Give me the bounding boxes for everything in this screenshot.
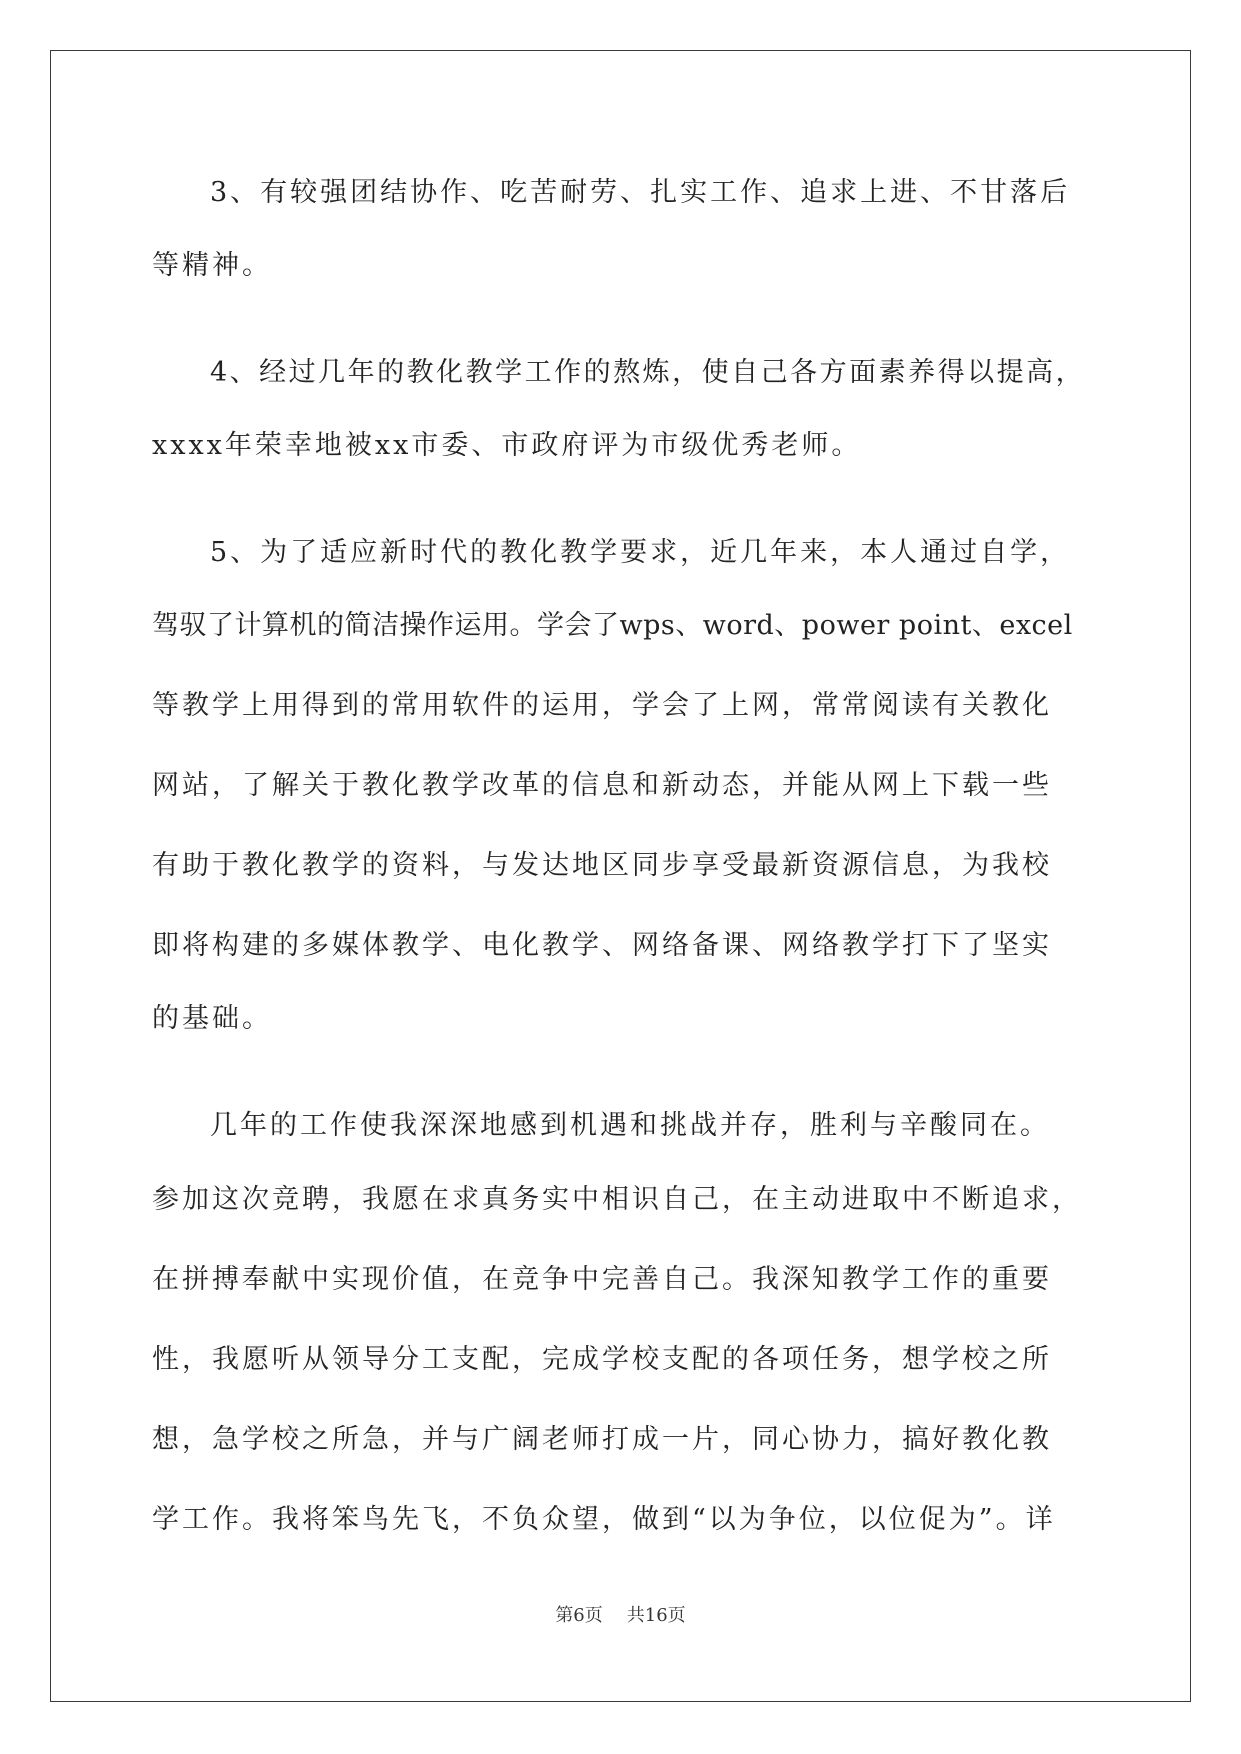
paragraph-line: 几年的工作使我深深地感到机遇和挑战并存，胜利与辛酸同在。 <box>210 1110 1050 1141</box>
paragraph-line: 等教学上用得到的常用软件的运用，学会了上网，常常阅读有关教化 <box>152 690 1052 721</box>
page-footer <box>0 1604 1241 1628</box>
paragraph-line: 在拼搏奉献中实现价值，在竞争中完善自己。我深知教学工作的重要 <box>152 1264 1052 1295</box>
paragraph-line: 3、有较强团结协作、吃苦耐劳、扎实工作、追求上进、不甘落后 <box>210 177 1071 208</box>
paragraph-line: xxxx年荣幸地被xx市委、市政府评为市级优秀老师。 <box>152 430 862 461</box>
paragraph-line: 参加这次竞聘，我愿在求真务实中相识自己，在主动进取中不断追求， <box>152 1184 1082 1215</box>
page-number: 第6页 <box>555 1605 603 1626</box>
paragraph-line: 驾驭了计算机的简洁操作运用。学会了wps、word、power point、excel <box>152 610 1073 641</box>
paragraph-line: 学工作。我将笨鸟先飞，不负众望，做到“以为争位，以位促为”。详 <box>152 1504 1056 1535</box>
paragraph-line: 等精神。 <box>152 250 272 281</box>
paragraph-line: 想，急学校之所急，并与广阔老师打成一片，同心协力，搞好教化教 <box>152 1424 1052 1455</box>
paragraph-line: 性，我愿听从领导分工支配，完成学校支配的各项任务，想学校之所 <box>152 1344 1052 1375</box>
paragraph-line: 有助于教化教学的资料，与发达地区同步享受最新资源信息，为我校 <box>152 850 1052 881</box>
page-total: 共16页 <box>626 1605 686 1626</box>
paragraph-line: 网站，了解关于教化教学改革的信息和新动态，并能从网上下载一些 <box>152 770 1052 801</box>
paragraph-line: 5、为了适应新时代的教化教学要求，近几年来，本人通过自学， <box>210 537 1071 568</box>
paragraph-line: 即将构建的多媒体教学、电化教学、网络备课、网络教学打下了坚实 <box>152 930 1052 961</box>
paragraph-line: 4、经过几年的教化教学工作的熬炼，使自己各方面素养得以提高， <box>210 357 1086 388</box>
paragraph-line: 的基础。 <box>152 1003 272 1034</box>
